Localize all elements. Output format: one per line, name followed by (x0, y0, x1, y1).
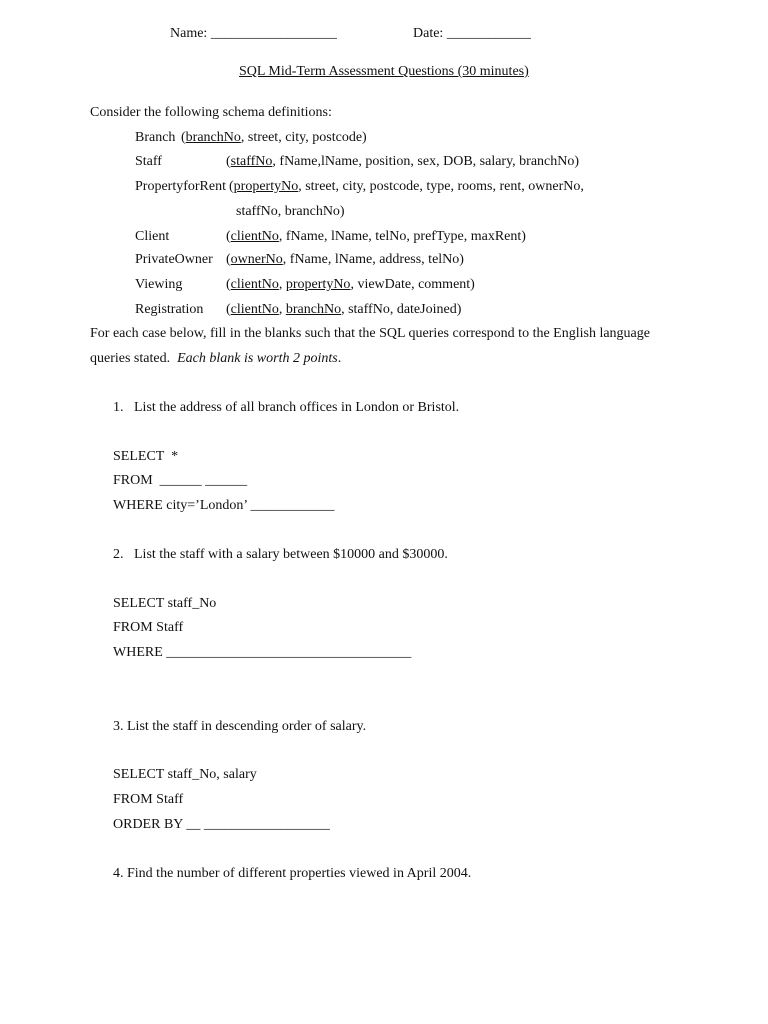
schema-table-name: Staff (135, 154, 162, 169)
primary-key: clientNo (230, 277, 279, 292)
instructions-text: queries stated. (90, 351, 178, 366)
schema-intro: Consider the following schema definitions: (90, 105, 332, 120)
question-3-order-by: ORDER BY __ __________________ (113, 817, 330, 832)
schema-table-name: Viewing (135, 277, 183, 292)
schema-attributes: (staffNo, fName,lName, position, sex, DOB, salary, branchNo) (226, 154, 580, 169)
primary-key: propertyNo (233, 179, 299, 194)
question-2-select: SELECT staff_No (113, 596, 217, 611)
schema-attributes: (clientNo, branchNo, staffNo, dateJoined) (226, 302, 462, 317)
date-field: Date: ____________ (413, 26, 531, 41)
question-1-select: SELECT * (113, 449, 179, 464)
primary-key: clientNo (230, 229, 279, 244)
question-2-prompt: 2. List the staff with a salary between $10000 and $30000. (113, 547, 448, 562)
schema-table-name: Client (135, 229, 170, 244)
primary-key: clientNo (230, 302, 279, 317)
schema-table-name: PropertyforRent (135, 179, 226, 194)
question-4-prompt: 4. Find the number of different properties viewed in April 2004. (113, 866, 472, 881)
instructions-line-2 (90, 351, 341, 367)
question-1-from: FROM ______ ______ (113, 473, 248, 488)
primary-key: branchNo (285, 302, 342, 317)
name-field: Name: __________________ (170, 26, 337, 41)
question-1-where: WHERE city=’London’ ____________ (113, 498, 335, 513)
page-title: SQL Mid-Term Assessment Questions (30 minutes) (239, 64, 529, 79)
schema-table-name: Registration (135, 302, 204, 317)
question-3-prompt: 3. List the staff in descending order of salary. (113, 719, 367, 734)
schema-attributes: (clientNo, fName, lName, telNo, prefType, maxRent) (226, 229, 526, 244)
question-1-prompt: 1. List the address of all branch offices in London or Bristol. (113, 400, 460, 415)
question-2-from: FROM Staff (113, 620, 184, 635)
schema-attributes: (ownerNo, fName, lName, address, telNo) (226, 252, 464, 267)
primary-key: branchNo (185, 130, 241, 145)
schema-attributes-continued: staffNo, branchNo) (236, 204, 345, 219)
instructions-period: . (337, 351, 342, 366)
primary-key: propertyNo (285, 277, 351, 292)
instructions-line-1: For each case below, fill in the blanks such that the SQL queries correspond to the English language (90, 326, 650, 341)
schema-attributes: (clientNo, propertyNo, viewDate, comment) (226, 277, 475, 292)
question-2-where: WHERE ___________________________________ (113, 645, 412, 660)
schema-table-name: Branch (135, 130, 176, 145)
schema-attributes: (branchNo, street, city, postcode) (181, 130, 367, 145)
schema-attributes: (propertyNo, street, city, postcode, type, rooms, rent, ownerNo, (229, 179, 584, 194)
question-3-from: FROM Staff (113, 792, 184, 807)
primary-key: ownerNo (230, 252, 283, 267)
schema-table-name: PrivateOwner (135, 252, 213, 267)
question-3-select: SELECT staff_No, salary (113, 767, 257, 782)
points-note: Each blank is worth 2 points (177, 351, 338, 366)
primary-key: staffNo (230, 154, 273, 169)
